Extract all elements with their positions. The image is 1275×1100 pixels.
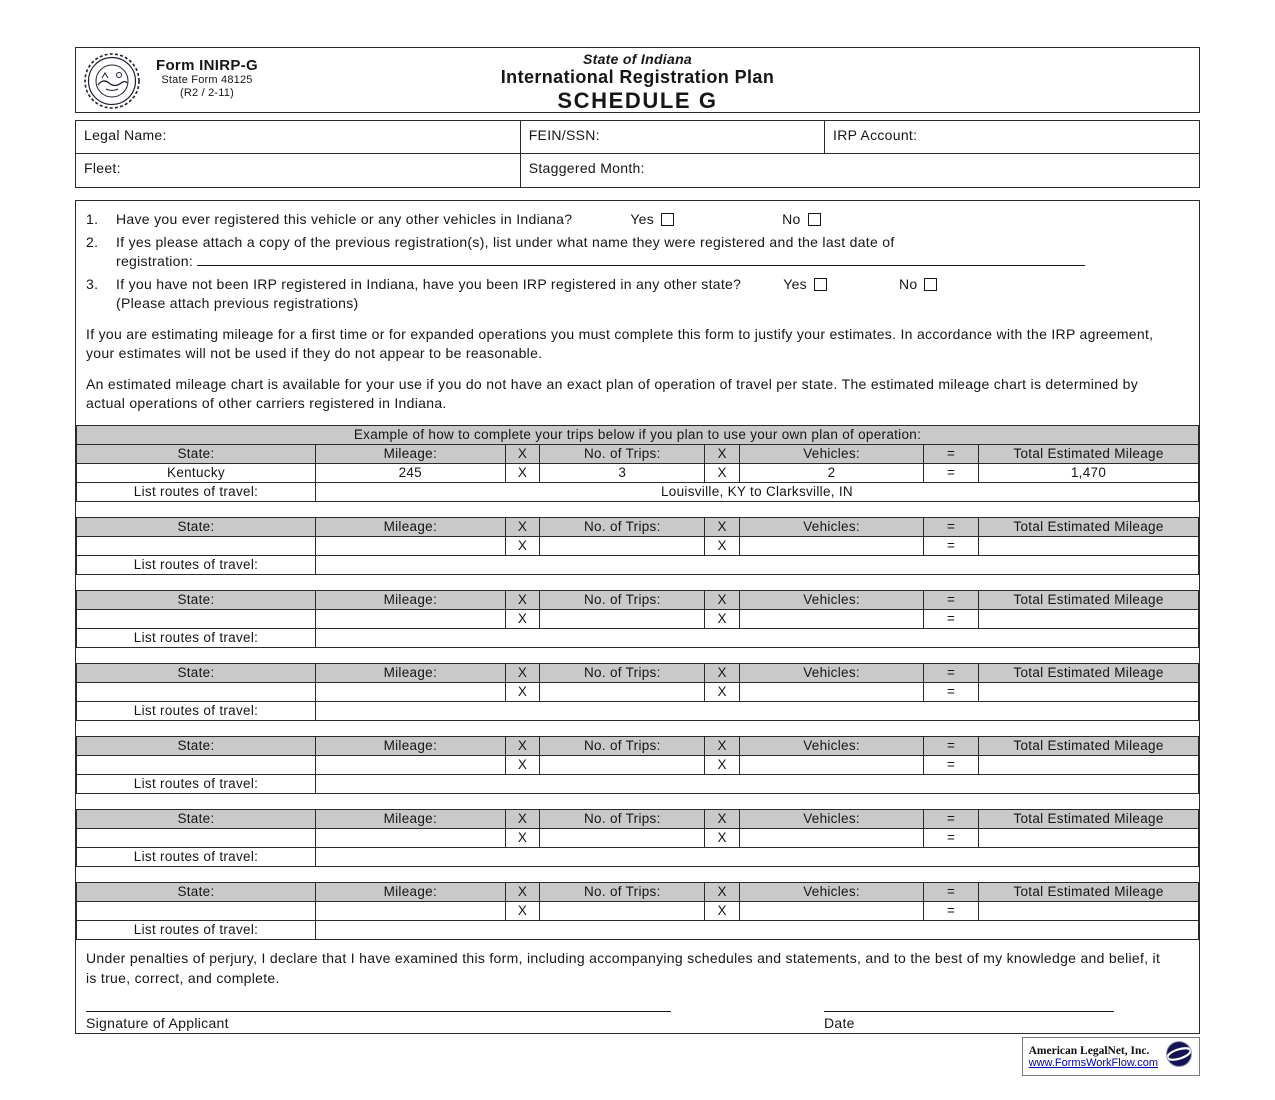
multiply-symbol: X	[505, 464, 540, 483]
equals-symbol: =	[924, 756, 979, 775]
state-column-header: State:	[77, 737, 316, 756]
vehicles-column-header: Vehicles:	[740, 445, 924, 464]
trips-column-header: No. of Trips:	[540, 737, 705, 756]
equals-symbol: =	[924, 737, 979, 756]
signature-section	[76, 1010, 1199, 1031]
question-3-text	[116, 275, 1169, 313]
question-1-number: 1.	[86, 211, 99, 227]
no-label: No	[898, 276, 918, 292]
trips-column-header: No. of Trips:	[540, 445, 705, 464]
state-column-header: State:	[77, 664, 316, 683]
trip-table	[76, 663, 1199, 721]
irp-account-field[interactable]	[825, 121, 1199, 153]
state-column-header: State:	[77, 883, 316, 902]
equals-symbol: =	[924, 810, 979, 829]
form-body	[75, 200, 1200, 1034]
indiana-state-seal-icon	[83, 52, 141, 115]
total-input-cell[interactable]	[979, 902, 1199, 921]
mileage-column-header: Mileage:	[315, 810, 505, 829]
vehicles-input-cell[interactable]	[740, 902, 924, 921]
question-2-continuation: registration:	[116, 253, 194, 269]
state-input-cell[interactable]	[77, 756, 316, 775]
footer	[75, 1037, 1200, 1076]
trip-entry-row	[77, 683, 1199, 702]
question-2-text	[116, 233, 1169, 271]
equals-symbol: =	[924, 610, 979, 629]
multiply-symbol: X	[705, 591, 740, 610]
signature-group	[86, 1010, 671, 1031]
trips-column-header: No. of Trips:	[540, 591, 705, 610]
mileage-input-cell[interactable]	[315, 902, 505, 921]
trip-entry-row	[77, 829, 1199, 848]
trips-input-cell[interactable]	[540, 902, 705, 921]
routes-label: List routes of travel:	[77, 921, 316, 940]
trip-entry-row	[77, 902, 1199, 921]
example-vehicles-value: 2	[740, 464, 924, 483]
form-header	[75, 47, 1200, 113]
state-input-cell[interactable]	[77, 610, 316, 629]
vehicles-input-cell[interactable]	[740, 829, 924, 848]
multiply-symbol: X	[505, 537, 540, 556]
fields-row-1	[76, 121, 1199, 154]
mileage-input-cell[interactable]	[315, 610, 505, 629]
state-input-cell[interactable]	[77, 829, 316, 848]
vehicles-column-header: Vehicles:	[740, 810, 924, 829]
equals-symbol: =	[924, 664, 979, 683]
total-column-header: Total Estimated Mileage	[979, 445, 1199, 464]
yes-label: Yes	[630, 211, 655, 227]
vehicles-input-cell[interactable]	[740, 683, 924, 702]
trip-table-header-row	[77, 810, 1199, 829]
mileage-input-cell[interactable]	[315, 829, 505, 848]
question-3-no-checkbox[interactable]	[924, 278, 937, 291]
trip-table	[76, 809, 1199, 867]
question-1-no-checkbox[interactable]	[808, 213, 821, 226]
signature-label: Signature of Applicant	[86, 1015, 229, 1031]
schedule-title: SCHEDULE G	[557, 88, 718, 113]
example-total-value: 1,470	[979, 464, 1199, 483]
state-column-header: State:	[77, 518, 316, 537]
trips-column-header: No. of Trips:	[540, 518, 705, 537]
staggered-month-label: Staggered Month:	[528, 160, 645, 176]
schedule-g-form	[75, 47, 1200, 1076]
equals-symbol: =	[924, 445, 979, 464]
routes-row	[77, 702, 1199, 721]
multiply-symbol: X	[505, 883, 540, 902]
question-1-text	[116, 210, 1169, 229]
routes-label: List routes of travel:	[77, 483, 316, 502]
trip-tables-section	[76, 517, 1199, 940]
multiply-symbol: X	[705, 810, 740, 829]
no-label: No	[782, 211, 801, 227]
multiply-symbol: X	[705, 829, 740, 848]
trips-column-header: No. of Trips:	[540, 664, 705, 683]
form-number: Form INIRP-G	[156, 57, 258, 74]
question-1-yes-group	[630, 211, 674, 227]
trips-input-cell[interactable]	[540, 756, 705, 775]
brand-text	[1029, 1045, 1158, 1069]
vehicles-input-cell[interactable]	[740, 610, 924, 629]
multiply-symbol: X	[505, 737, 540, 756]
multiply-symbol: X	[505, 756, 540, 775]
fleet-label: Fleet:	[84, 160, 121, 176]
total-column-header: Total Estimated Mileage	[979, 810, 1199, 829]
routes-label: List routes of travel:	[77, 775, 316, 794]
question-3-label: If you have not been IRP registered in Indiana, have you been IRP registered in any other state?	[116, 276, 742, 292]
total-column-header: Total Estimated Mileage	[979, 664, 1199, 683]
multiply-symbol: X	[705, 756, 740, 775]
fein-ssn-label: FEIN/SSN:	[528, 127, 600, 143]
multiply-symbol: X	[505, 683, 540, 702]
multiply-symbol: X	[505, 829, 540, 848]
routes-row	[77, 921, 1199, 940]
multiply-symbol: X	[505, 445, 540, 464]
trips-input-cell[interactable]	[540, 683, 705, 702]
trips-input-cell[interactable]	[540, 610, 705, 629]
total-input-cell[interactable]	[979, 683, 1199, 702]
equals-symbol: =	[924, 883, 979, 902]
total-column-header: Total Estimated Mileage	[979, 883, 1199, 902]
trip-table-header-row	[77, 664, 1199, 683]
multiply-symbol: X	[705, 537, 740, 556]
routes-row	[77, 629, 1199, 648]
equals-symbol: =	[924, 537, 979, 556]
mileage-column-header: Mileage:	[315, 737, 505, 756]
routes-input-cell[interactable]	[315, 921, 1198, 940]
trips-column-header: No. of Trips:	[540, 883, 705, 902]
trip-table-header-row	[77, 518, 1199, 537]
routes-label: List routes of travel:	[77, 848, 316, 867]
trip-table-header-row	[77, 883, 1199, 902]
question-3-no-group	[899, 276, 938, 292]
example-routes-value: Louisville, KY to Clarksville, IN	[315, 483, 1198, 502]
equals-symbol: =	[924, 683, 979, 702]
multiply-symbol: X	[705, 902, 740, 921]
legal-name-field[interactable]	[76, 121, 521, 153]
multiply-symbol: X	[705, 518, 740, 537]
vehicles-column-header: Vehicles:	[740, 883, 924, 902]
question-3-number: 3.	[86, 276, 99, 292]
irp-account-label: IRP Account:	[833, 127, 918, 143]
example-caption-row	[77, 426, 1199, 445]
trip-table-header-row	[77, 591, 1199, 610]
question-1-label: Have you ever registered this vehicle or any other vehicles in Indiana?	[116, 211, 573, 227]
mileage-input-cell[interactable]	[315, 756, 505, 775]
trip-entry-row	[77, 610, 1199, 629]
routes-label: List routes of travel:	[77, 702, 316, 721]
mileage-column-header: Mileage:	[315, 883, 505, 902]
question-1	[86, 210, 1169, 229]
registration-blank-line[interactable]	[197, 253, 1085, 266]
routes-input-cell[interactable]	[315, 556, 1198, 575]
equals-symbol: =	[924, 518, 979, 537]
identification-fields	[75, 120, 1200, 188]
total-input-cell[interactable]	[979, 537, 1199, 556]
question-1-no-group	[782, 211, 821, 227]
form-id-block	[156, 57, 258, 100]
equals-symbol: =	[924, 829, 979, 848]
total-column-header: Total Estimated Mileage	[979, 591, 1199, 610]
vehicles-input-cell[interactable]	[740, 756, 924, 775]
routes-row	[77, 775, 1199, 794]
question-1-yes-checkbox[interactable]	[661, 213, 674, 226]
vehicles-input-cell[interactable]	[740, 537, 924, 556]
routes-label: List routes of travel:	[77, 629, 316, 648]
state-form-number: State Form 48125	[161, 74, 253, 86]
mileage-input-cell[interactable]	[315, 683, 505, 702]
fields-row-2	[76, 154, 1199, 187]
trip-entry-row	[77, 756, 1199, 775]
question-3	[86, 275, 1169, 313]
legal-name-label: Legal Name:	[84, 127, 167, 143]
trip-table	[76, 517, 1199, 575]
fein-ssn-field[interactable]	[521, 121, 825, 153]
mileage-column-header: Mileage:	[315, 445, 505, 464]
plan-title: International Registration Plan	[500, 67, 775, 87]
multiply-symbol: X	[505, 664, 540, 683]
state-column-header: State:	[77, 591, 316, 610]
example-caption: Example of how to complete your trips below if you plan to use your own plan of operation:	[77, 426, 1199, 445]
vehicles-column-header: Vehicles:	[740, 518, 924, 537]
date-group	[824, 1010, 1114, 1031]
vehicles-column-header: Vehicles:	[740, 591, 924, 610]
routes-label: List routes of travel:	[77, 556, 316, 575]
globe-icon	[1165, 1040, 1193, 1073]
yes-label: Yes	[783, 276, 807, 292]
state-input-cell[interactable]	[77, 683, 316, 702]
brand-url-link[interactable]: www.FormsWorkFlow.com	[1028, 1056, 1158, 1069]
routes-row	[77, 556, 1199, 575]
example-mileage-value: 245	[315, 464, 505, 483]
total-column-header: Total Estimated Mileage	[979, 518, 1199, 537]
staggered-month-field[interactable]	[521, 154, 1199, 187]
multiply-symbol: X	[705, 610, 740, 629]
mileage-column-header: Mileage:	[315, 518, 505, 537]
example-table	[76, 425, 1199, 502]
multiply-symbol: X	[505, 902, 540, 921]
mileage-column-header: Mileage:	[315, 664, 505, 683]
trips-input-cell[interactable]	[540, 537, 705, 556]
date-line[interactable]	[824, 1010, 1114, 1012]
mileage-input-cell[interactable]	[315, 537, 505, 556]
multiply-symbol: X	[705, 664, 740, 683]
state-title: State of Indiana	[582, 51, 693, 67]
multiply-symbol: X	[705, 464, 740, 483]
state-input-cell[interactable]	[77, 902, 316, 921]
total-input-cell[interactable]	[979, 610, 1199, 629]
mileage-chart-paragraph: An estimated mileage chart is available for your use if you do not have an exact plan of operation of travel per state. The estimated mileage chart is determined by actual operations of other carriers registered in Indiana.	[86, 376, 1139, 411]
multiply-symbol: X	[505, 591, 540, 610]
routes-input-cell[interactable]	[315, 629, 1198, 648]
routes-row	[77, 848, 1199, 867]
question-3-yes-group	[783, 276, 827, 292]
multiply-symbol: X	[505, 518, 540, 537]
multiply-symbol: X	[705, 683, 740, 702]
routes-input-cell[interactable]	[315, 775, 1198, 794]
signature-line[interactable]	[86, 1010, 671, 1012]
trip-table	[76, 882, 1199, 940]
vehicles-column-header: Vehicles:	[740, 664, 924, 683]
routes-input-cell[interactable]	[315, 848, 1198, 867]
legalnet-brand	[1022, 1037, 1200, 1076]
title-block	[501, 51, 774, 114]
questions-section	[76, 210, 1199, 313]
trip-table	[76, 736, 1199, 794]
question-2-number: 2.	[86, 234, 99, 250]
trip-table-header-row	[77, 737, 1199, 756]
question-2	[86, 233, 1169, 271]
fleet-field[interactable]	[76, 154, 521, 187]
mileage-column-header: Mileage:	[315, 591, 505, 610]
total-input-cell[interactable]	[979, 756, 1199, 775]
multiply-symbol: X	[705, 883, 740, 902]
state-column-header: State:	[77, 810, 316, 829]
trip-entry-row	[77, 537, 1199, 556]
example-trips-value: 3	[540, 464, 705, 483]
multiply-symbol: X	[505, 810, 540, 829]
total-column-header: Total Estimated Mileage	[979, 737, 1199, 756]
equals-symbol: =	[924, 591, 979, 610]
brand-name: American LegalNet, Inc.	[1028, 1044, 1150, 1057]
trips-column-header: No. of Trips:	[540, 810, 705, 829]
date-label: Date	[824, 1015, 855, 1031]
trip-table	[76, 590, 1199, 648]
equals-symbol: =	[924, 464, 979, 483]
state-column-header: State:	[77, 445, 316, 464]
estimating-mileage-paragraph: If you are estimating mileage for a first time or for expanded operations you must complete this form to justify your estimates. In accordance with the IRP agreement, your estimates will not be used if they do not appear to be reasonable.	[86, 326, 1154, 361]
example-routes-row	[77, 483, 1199, 502]
state-input-cell[interactable]	[77, 537, 316, 556]
example-header-row	[77, 445, 1199, 464]
question-3-note: (Please attach previous registrations)	[116, 295, 359, 311]
multiply-symbol: X	[705, 445, 740, 464]
example-state-value: Kentucky	[77, 464, 316, 483]
total-input-cell[interactable]	[979, 829, 1199, 848]
question-3-yes-checkbox[interactable]	[814, 278, 827, 291]
equals-symbol: =	[924, 902, 979, 921]
routes-input-cell[interactable]	[315, 702, 1198, 721]
example-values-row	[77, 464, 1199, 483]
question-2-label: If yes please attach a copy of the previous registration(s), list under what name they were registered and the last date of	[116, 234, 895, 250]
trips-input-cell[interactable]	[540, 829, 705, 848]
perjury-declaration: Under penalties of perjury, I declare that I have examined this form, including accompanying schedules and statements, and to the best of my knowledge and belief, it is true, correct, and complete.	[86, 950, 1161, 986]
multiply-symbol: X	[705, 737, 740, 756]
multiply-symbol: X	[505, 610, 540, 629]
vehicles-column-header: Vehicles:	[740, 737, 924, 756]
form-revision: (R2 / 2-11)	[179, 87, 234, 99]
